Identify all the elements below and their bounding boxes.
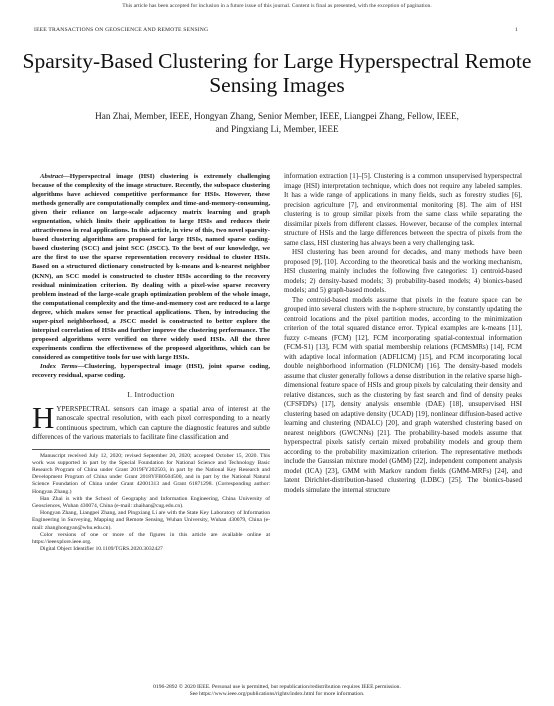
body-paragraph-3: The centroid-based models assume that pixels in the feature space can be grouped into several clusters with the n-sphere structure, by constantly updating the centroid locations and the pixel partition modes, according to the minimization criterion of the total squared distance error. Typical examples are k-means [11], fuzzy c-means (FCM) [12], FCM incorporating spatial-contextual information (FCM-S1) [13], FCM with spatial membership relations (FCMSMRs) [14], FCM with adaptive local information (ADFLICM) [15], and FCM incorporating local double neighborhood information (FLDNICM) [16]. The density-based models assume that cluster generally follows a dense distribution in the relative sparse high-dimensional feature space of HSIs and group pixels by calculating their density and relative distances, such as the clustering by fast search and find of density peaks (CFSFDPs) [17], density analysis ensemble (DAE) [18], unsupervised HSI clustering based on adaptive density (UCAD) [19], nonlinear diffusion-based active learning and clustering (NDALC) [20], and graph watershed clustering based on nearest neighbors (GWCNNs) [21]. The probability-based models assume that hyperspectral pixels satisfy certain mixed probability models and group them according to the probability maximization criterion. The representative methods include the Gaussian mixture model (GMM) [22], independent component analysis model (ICA) [23], GMM with Markov random fields (GMM-MRFs) [24], and latent Dirichlet-distribution-based clustering (LDBC) [25]. The bionics-based models simulate the internal structure [284,295,522,494]
footnote-coauthors: Hongyan Zhang, Liangpei Zhang, and Pingxiang Li are with the State Key Laboratory of Information Engineering in Surveying, Mapping and Remote Sensing, Wuhan University, Wuhan 430079, China (e-mail: zhanghongyan@whu.edu.cn). [32,510,270,531]
footnote-divider [32,449,270,450]
authors-line-1-text: Han Zhai, Member, IEEE, Hongyan Zhang, Senior Member, IEEE, Liangpei Zhang, Fellow, IEEE, [95,111,459,121]
index-terms-text: —Clustering, hyperspectral image (HSI), joint sparse coding, recovery residual, sparse coding. [32,362,270,380]
footnote-zhai: Han Zhai is with the School of Geography and Information Engineering, China University of Geosciences, Wuhan 430074, China (e-mail: zhaihan@cug.edu.cn). [32,495,270,509]
right-column [284,172,522,495]
copyright-line-2: See https://www.ieee.org/publications/rights/index.html for more information. [189,691,365,697]
body-paragraph-1: information extraction [1]–[5]. Clustering is a common unsupervised hyperspectral image (HSI) interpretation technique, which does not require any labeled samples. It has a wide range of applications in many fields, such as forestry studies [6], precision agriculture [7], and environmental monitoring [8]. The aim of HSI clustering is to group similar pixels from the same class while separating the dissimilar pixels from different classes. However, because of the complex internal structure of HSIs and the large differences between the spectra of pixels from the same class, HSI clustering has always been a very challenging task. [284,172,522,247]
footnote-doi: Digital Object Identifier 10.1109/TGRS.2020.3032427 [40,546,163,553]
copyright-footer [0,684,554,698]
acceptance-notice: This article has been accepted for inclusion in a future issue of this journal. Content is final as presented, with the exception of pagination. [122,3,432,9]
intro-text: sensors can image a spatial area of interest at the nanoscale spectral resolution, with each pixel corresponding to a nearly continuous spectrum, which can capture the diagnostic features and subtle differences of the various materials to facilitate fine classification and [32,404,270,442]
paper-title: Sparsity-Based Clustering for Large Hyperspectral Remote Sensing Images [22,49,532,97]
running-head [34,27,518,33]
footnotes [32,453,270,554]
footnote-manuscript: Manuscript received July 12, 2020; revised September 20, 2020; accepted October 15, 2020. This work was supported in part by the Special Foundation for National Science and Technology Basic Research Program of China under Grant 2019FY202503, in part by the National Key Research and Development Program of China under Grant 2018YFB0504500, and in part by the National Natural Science Foundation of China under Grant 42001313 and Grant 61871298. (Corresponding author: Hongyan Zhang.) [32,452,270,495]
left-column [32,172,270,553]
page-number: 1 [515,27,518,33]
copyright-line-1: 0196-2892 © 2020 IEEE. Personal use is permitted, but republication/redistribution requires IEEE permission. [153,684,401,690]
abstract [32,172,270,362]
index-terms-label: Index Terms [40,362,78,370]
author-line-1 [40,110,514,123]
intro-smallcaps: YPERSPECTRAL [56,404,110,413]
drop-cap: H [32,399,55,435]
body-paragraph-2: HSI clustering has been around for decades, and many methods have been proposed [9], [10]. According to the theoretical basis and the working mechanism, HSI clustering mainly includes the following five categories: 1) centroid-based models; 2) density-based models; 3) probability-based models; 4) bionics-based models; and 5) graph-based models. [284,248,522,294]
authors-line-2-text: and Pingxiang Li, Member, IEEE [215,124,339,134]
author-list [40,110,514,136]
footnote-color: Color versions of one or more of the figures in this article are available online at https://ieeexplore.ieee.org. [32,531,270,546]
index-terms [32,362,270,380]
abstract-label: Abstract [40,173,64,180]
abstract-text: —Hyperspectral image (HSI) clustering is extremely challenging because of the complexity of the image structure. Recently, the subspace clustering algorithms have achieved competitive performance for HSIs. However, these methods generally are computationally complex and time-and-memory-consuming, given their reliance on large-scale adjacency matrix learning and graph segmentation, which limits their application to large HSIs and reduces their attractiveness in real applications. In this article, in view of this, two novel sparsity-based clustering algorithms are proposed for large HSIs, named sparse coding-based clustering (SCC) and joint SCC (JSCC). To the best of our knowledge, we are the first to use the sparse representation recovery residual to cluster HSIs. Based on a structured dictionary constructed by k-means and k-nearest neighbor (KNN), an SCC model is constructed to cluster HSIs according to the recovery residual minimization criterion. By dealing with a pixel-wise sparse recovery problem instead of the large-scale graph optimization problem of the whole image, the computational complexity and the time-and-memory cost are reduced to a large degree, which makes sense for practical applications. Then, by introducing the super-pixel neighborhood, a JSCC model is constructed to better explore the interpixel correlation of HSIs and further improve the clustering performance. The proposed algorithms were verified on three widely used HSIs. All the three experiments confirm the effectiveness of the proposed algorithms, which can be considered as competitive tools for use with large HSIs. [32,173,270,361]
intro-paragraph [32,399,270,443]
section-heading: I. Introduction [127,390,175,400]
journal-name: IEEE TRANSACTIONS ON GEOSCIENCE AND REMOTE SENSING [34,27,209,33]
